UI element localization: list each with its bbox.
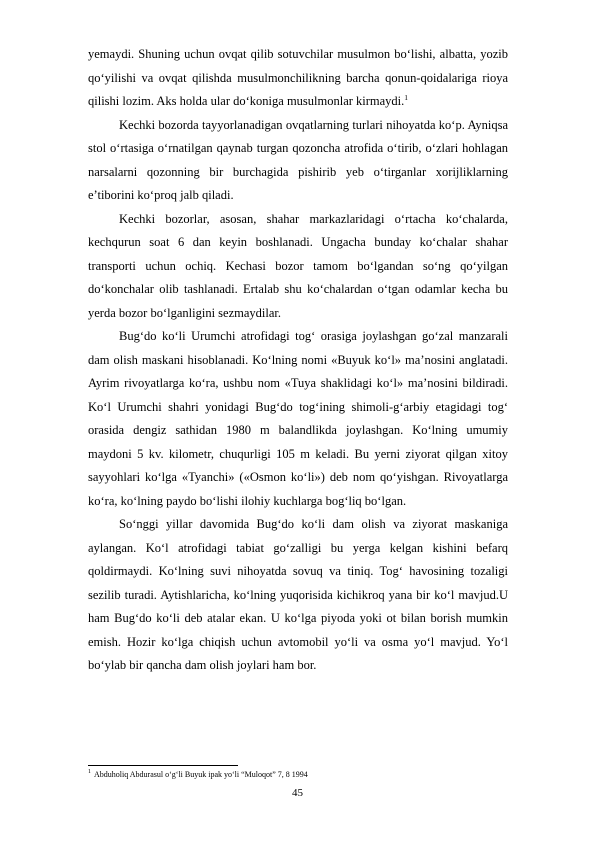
footnote-reference: 1 — [404, 92, 409, 102]
paragraph-2: Kechki bozorda tayyorlanadigan ovqatlarning turlari nihoyatda ko‘p. Ayniqsa stol o‘rtasiga o‘rnatilgan qaynab turgan qozoncha atrofida o‘tirib, o‘zlari hohlagan narsalarni qozonning bir burchagida pishirib yeb o‘tirganlar xorijliklarning e’tiborini ko‘proq jalb qiladi. — [88, 117, 508, 202]
footnote-text: Abduholiq Abdurasul o‘g‘li Buyuk ipak yo‘li “Muloqot” 7, 8 1994 — [94, 770, 308, 779]
body-text — [88, 43, 508, 678]
footnote — [88, 770, 508, 780]
paragraph-4: Bug‘do ko‘li Urumchi atrofidagi tog‘ orasiga joylashgan go‘zal manzarali dam olish maskani hisoblanadi. Ko‘lning nomi «Buyuk ko‘l» ma’nosini anglatadi. Ayrim rivoyatlarga ko‘ra, ushbu nom «Tuya shaklidagi ko‘l» ma’nosini bildiradi. Ko‘l Urumchi shahri yonidagi Bug‘do tog‘ining shimoli-g‘arbiy etagidagi tog‘ orasida dengiz sathidan 1980 m balandlikda joylashgan. Ko‘lning umumiy maydoni 5 kv. kilometr, chuqurligi 105 m keladi. Bu yerni ziyorat qilgan xitoy sayyohlari ko‘lga «Tyanchi» («Osmon ko‘li») deb nom qo‘yishgan. Rivoyatlarga ko‘ra, ko‘lning paydo bo‘lishi ilohiy kuchlarga bog‘liq bo‘lgan. — [88, 329, 508, 508]
footnote-number: 1 — [88, 769, 91, 776]
paragraph-1-text: yemaydi. Shuning uchun ovqat qilib sotuvchilar musulmon bo‘lishi, albatta, yozib qo‘yilishi va ovqat qilishda musulmonchilikning barcha qonun-qoidalariga rioya qilishi lozim. Aks holda ular do‘koniga musulmonlar kirmaydi. — [88, 47, 508, 108]
paragraph-5: So‘nggi yillar davomida Bug‘do ko‘li dam olish va ziyorat maskaniga aylangan. Ko‘l atrofidagi tabiat go‘zalligi bu yerga kelgan kishini befarq qoldirmaydi. Ko‘lning suvi nihoyatda sovuq va tiniq. Tog‘ havosining tozaligi sezilib turadi. Aytishlaricha, ko‘lning yuqorisida kichikroq yana bir ko‘l mavjud.U ham Bug‘do ko‘li deb atalar ekan. U ko‘lga piyoda yoki ot bilan borish mumkin emish. Hozir ko‘lga chiqish uchun avtomobil yo‘li va osma yo‘l mavjud. Yo‘l bo‘ylab bir qancha dam olish joylari ham bor. — [88, 517, 508, 672]
paragraph-1 — [88, 43, 508, 114]
page-number: 45 — [292, 787, 303, 799]
footnote-divider — [88, 765, 238, 766]
paragraph-3: Kechki bozorlar, asosan, shahar markazlaridagi o‘rtacha ko‘chalarda, kechqurun soat 6 dan keyin boshlanadi. Ungacha bunday ko‘chalar shahar transporti uchun ochiq. Kechasi bozor tamom bo‘lgandan so‘ng qo‘yilgan do‘konchalar olib tashlanadi. Ertalab shu ko‘chalardan o‘tgan odamlar kecha bu yerda bozor bo‘lganligini sezmaydilar. — [88, 211, 508, 320]
